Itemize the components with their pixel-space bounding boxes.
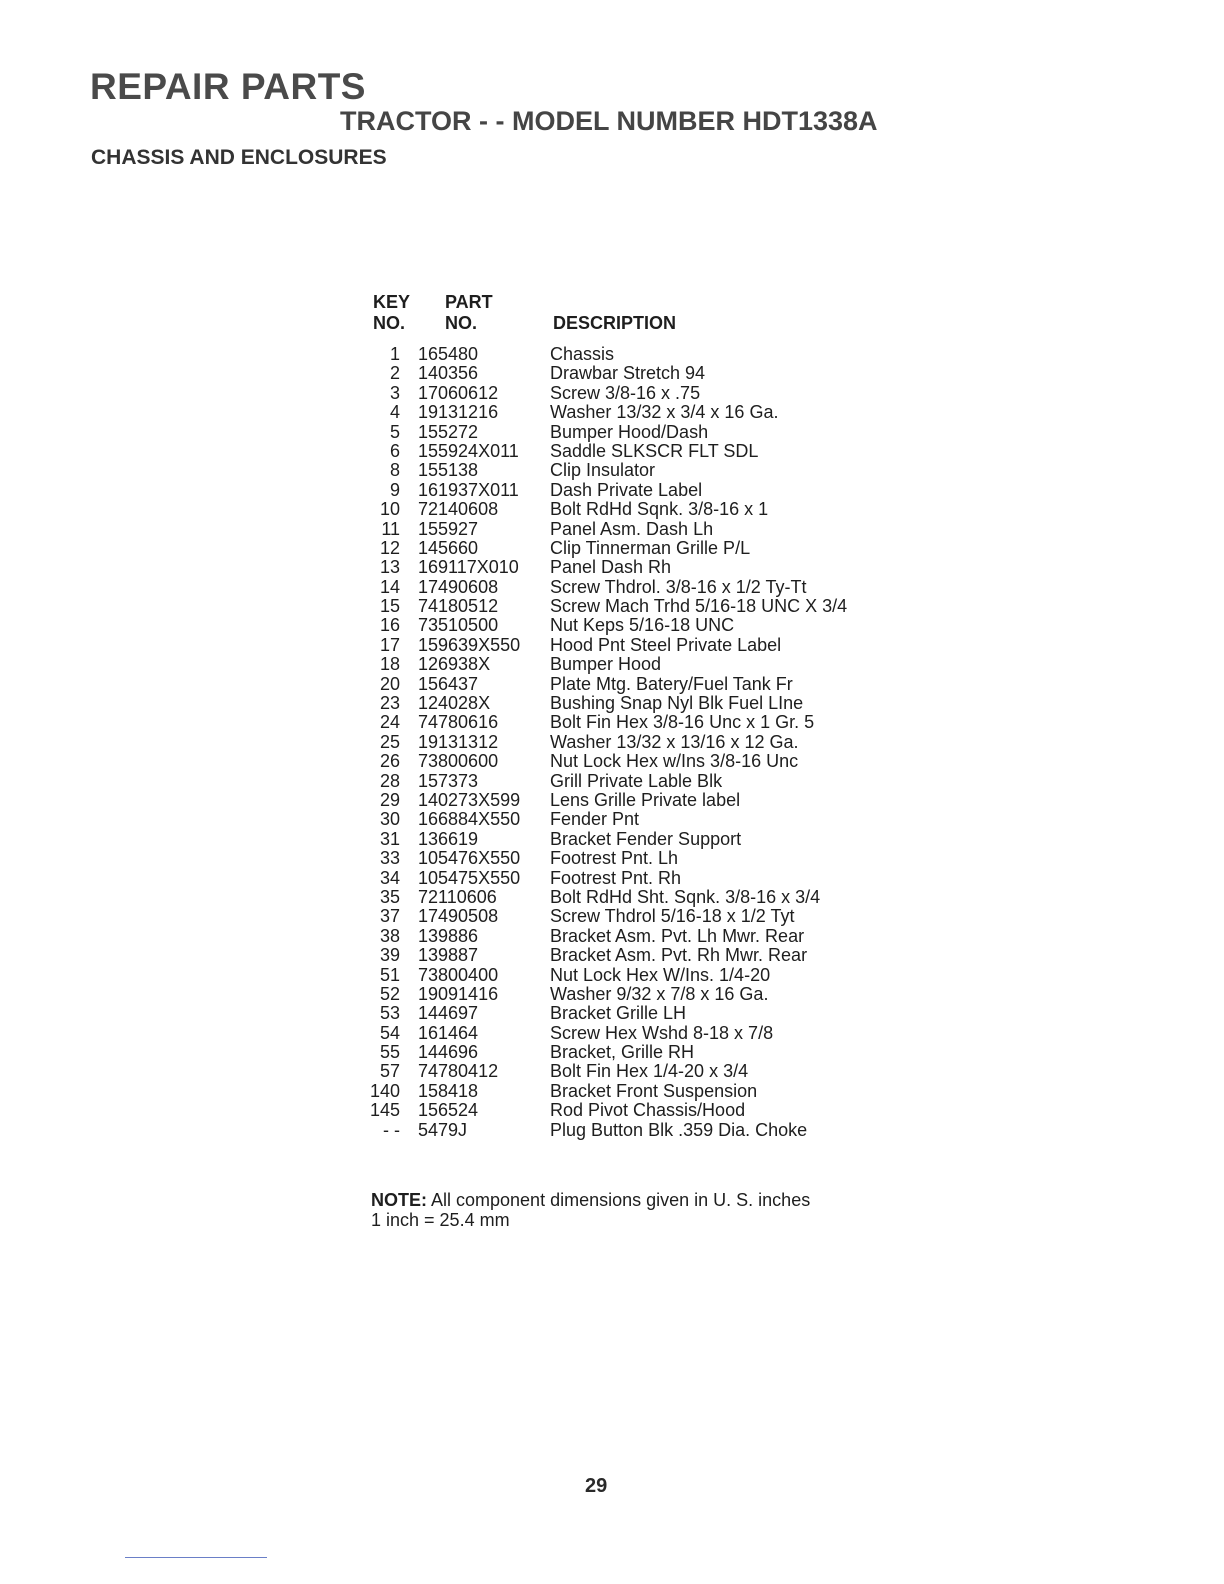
description-header: DESCRIPTION: [553, 313, 677, 333]
key-cell: 140: [369, 1080, 400, 1101]
table-row: [360, 694, 920, 713]
key-cell: 24: [379, 712, 400, 733]
table-row: [360, 655, 920, 674]
key-cell: 55: [379, 1042, 400, 1063]
part-number-cell: 73800600: [418, 751, 499, 772]
table-row: [360, 520, 920, 539]
description-cell: Bumper Hood: [550, 654, 662, 675]
table-row: [360, 384, 920, 403]
table-row: [360, 539, 920, 558]
parts-table: [360, 345, 920, 1140]
note-text: All component dimensions given in U. S. inches: [427, 1190, 811, 1210]
part-number-cell: 155272: [418, 421, 479, 442]
key-cell: 52: [379, 983, 400, 1004]
part-number-cell: 169117X010: [418, 557, 519, 578]
table-row: [360, 403, 920, 422]
part-number-cell: 159639X550: [418, 634, 521, 655]
note-label: NOTE:: [371, 1190, 427, 1210]
description-cell: Screw Mach Trhd 5/16-18 UNC X 3/4: [550, 596, 848, 617]
part-number-cell: 17490608: [418, 576, 499, 597]
table-row: [360, 1024, 920, 1043]
description-cell: Nut Lock Hex W/Ins. 1/4-20: [550, 964, 771, 985]
key-cell: 4: [389, 402, 400, 423]
description-cell: Nut Lock Hex w/Ins 3/8-16 Unc: [550, 751, 799, 772]
description-cell: Saddle SLKSCR FLT SDL: [550, 440, 759, 461]
key-cell: 11: [381, 518, 400, 539]
table-row: [360, 713, 920, 732]
key-cell: 31: [379, 828, 400, 849]
description-cell: Screw 3/8-16 x .75: [550, 382, 701, 403]
key-cell: 54: [379, 1022, 400, 1043]
description-cell: Plate Mtg. Batery/Fuel Tank Fr: [550, 673, 793, 694]
key-cell: 1: [389, 344, 400, 364]
table-row: [360, 966, 920, 985]
part-number-cell: 74780616: [418, 712, 499, 733]
table-row: [360, 1082, 920, 1101]
table-row: [360, 481, 920, 500]
section-heading: CHASSIS AND ENCLOSURES: [91, 146, 387, 169]
key-cell: 10: [379, 499, 400, 520]
key-cell: 25: [379, 731, 400, 752]
key-cell: 9: [389, 479, 400, 500]
key-cell: 13: [379, 557, 400, 578]
table-row: [360, 752, 920, 771]
part-number-cell: 74180512: [418, 596, 499, 617]
part-number-cell: 144697: [418, 1003, 479, 1024]
part-number-cell: 156524: [418, 1100, 479, 1121]
table-row: [360, 1121, 920, 1140]
description-cell: Bushing Snap Nyl Blk Fuel LIne: [550, 693, 804, 714]
part-number-cell: 144696: [418, 1042, 479, 1063]
key-cell: 15: [379, 596, 400, 617]
table-row: [360, 1062, 920, 1081]
key-cell: 29: [379, 789, 400, 810]
description-cell: Footrest Pnt. Lh: [550, 848, 679, 869]
table-row: [360, 500, 920, 519]
table-row: [360, 1004, 920, 1023]
table-row: [360, 675, 920, 694]
description-cell: Panel Dash Rh: [550, 557, 672, 578]
part-number-cell: 74780412: [418, 1061, 499, 1082]
key-cell: 28: [379, 770, 400, 791]
key-cell: 2: [389, 363, 400, 384]
key-cell: 34: [379, 867, 400, 888]
note-line: [371, 1190, 810, 1210]
description-cell: Dash Private Label: [550, 479, 703, 500]
key-cell: 30: [379, 809, 400, 830]
part-number-cell: 72140608: [418, 499, 499, 520]
description-cell: Clip Tinnerman Grille P/L: [550, 537, 751, 558]
key-cell: 33: [379, 848, 400, 869]
part-number-cell: 155924X011: [418, 440, 519, 461]
description-cell: Clip Insulator: [550, 460, 656, 481]
table-row: [360, 1101, 920, 1120]
description-cell: Bolt RdHd Sqnk. 3/8-16 x 1: [550, 499, 769, 520]
table-row: [360, 364, 920, 383]
description-cell: Screw Hex Wshd 8-18 x 7/8: [550, 1022, 774, 1043]
table-row: [360, 927, 920, 946]
key-cell: 37: [379, 906, 400, 927]
model-subtitle: TRACTOR - - MODEL NUMBER HDT1338A: [340, 106, 878, 136]
table-row: [360, 849, 920, 868]
key-header-line1: KEY: [373, 292, 411, 312]
table-row: [360, 772, 920, 791]
table-row: [360, 869, 920, 888]
part-number-cell: 105476X550: [418, 848, 521, 869]
key-cell: 12: [379, 537, 400, 558]
table-row: [360, 810, 920, 829]
table-row: [360, 616, 920, 635]
part-number-cell: 161464: [418, 1022, 479, 1043]
description-cell: Bracket Asm. Pvt. Rh Mwr. Rear: [550, 945, 808, 966]
part-number-cell: 17490508: [418, 906, 499, 927]
description-cell: Lens Grille Private label: [550, 789, 741, 810]
key-cell: 20: [379, 673, 400, 694]
key-cell: 14: [379, 576, 400, 597]
description-cell: Fender Pnt: [550, 809, 640, 830]
table-row: [360, 946, 920, 965]
part-number-cell: 73800400: [418, 964, 499, 985]
key-cell: 3: [389, 382, 400, 403]
key-header-line2: NO.: [373, 313, 406, 333]
part-number-cell: 5479J: [418, 1119, 468, 1140]
divider-line: [125, 1557, 267, 1558]
part-number-cell: 155138: [418, 460, 479, 481]
table-row: [360, 830, 920, 849]
description-cell: Washer 13/32 x 13/16 x 12 Ga.: [550, 731, 799, 752]
part-number-cell: 124028X: [418, 693, 491, 714]
part-number-cell: 139886: [418, 925, 479, 946]
table-row: [360, 461, 920, 480]
part-number-cell: 19131312: [418, 731, 499, 752]
part-number-cell: 136619: [418, 828, 479, 849]
part-number-cell: 105475X550: [418, 867, 521, 888]
part-number-cell: 140273X599: [418, 789, 521, 810]
description-cell: Bolt Fin Hex 1/4-20 x 3/4: [550, 1061, 749, 1082]
part-number-cell: 145660: [418, 537, 479, 558]
part-number-cell: 139887: [418, 945, 479, 966]
description-cell: Bracket, Grille RH: [550, 1042, 695, 1063]
table-row: [360, 1043, 920, 1062]
key-cell: 8: [389, 460, 400, 481]
description-cell: Chassis: [550, 344, 615, 364]
table-row: [360, 733, 920, 752]
description-cell: Nut Keps 5/16-18 UNC: [550, 615, 735, 636]
description-cell: Bracket Asm. Pvt. Lh Mwr. Rear: [550, 925, 805, 946]
part-number-cell: 126938X: [418, 654, 491, 675]
description-cell: Plug Button Blk .359 Dia. Choke: [550, 1119, 808, 1140]
key-cell: 39: [379, 945, 400, 966]
key-cell: 6: [389, 440, 400, 461]
table-row: [360, 791, 920, 810]
key-cell: 145: [369, 1100, 400, 1121]
description-cell: Bolt Fin Hex 3/8-16 Unc x 1 Gr. 5: [550, 712, 815, 733]
key-cell: 23: [379, 693, 400, 714]
description-cell: Panel Asm. Dash Lh: [550, 518, 714, 539]
key-cell: 35: [379, 886, 400, 907]
description-cell: Drawbar Stretch 94: [550, 363, 706, 384]
key-cell: 26: [379, 751, 400, 772]
part-number-cell: 165480: [418, 344, 479, 364]
description-cell: Bumper Hood/Dash: [550, 421, 709, 442]
note-conversion: 1 inch = 25.4 mm: [371, 1210, 510, 1230]
description-cell: Bolt RdHd Sht. Sqnk. 3/8-16 x 3/4: [550, 886, 821, 907]
key-cell: 18: [379, 654, 400, 675]
part-number-cell: 155927: [418, 518, 479, 539]
table-row: [360, 985, 920, 1004]
part-number-cell: 158418: [418, 1080, 479, 1101]
table-row: [360, 345, 920, 364]
description-cell: Bracket Fender Support: [550, 828, 742, 849]
part-header-line2: NO.: [445, 313, 478, 333]
description-cell: Footrest Pnt. Rh: [550, 867, 682, 888]
key-cell: 53: [379, 1003, 400, 1024]
key-cell: 16: [379, 615, 400, 636]
description-cell: Grill Private Lable Blk: [550, 770, 723, 791]
note: [371, 1190, 810, 1230]
description-cell: Bracket Front Suspension: [550, 1080, 758, 1101]
part-number-cell: 72110606: [418, 886, 497, 907]
key-cell: 38: [379, 925, 400, 946]
table-row: [360, 597, 920, 616]
part-number-cell: 166884X550: [418, 809, 521, 830]
table-row: [360, 558, 920, 577]
table-row: [360, 636, 920, 655]
table-row: [360, 442, 920, 461]
description-cell: Screw Thdrol 5/16-18 x 1/2 Tyt: [550, 906, 795, 927]
table-row: [360, 578, 920, 597]
description-cell: Washer 9/32 x 7/8 x 16 Ga.: [550, 983, 769, 1004]
part-number-cell: 157373: [418, 770, 479, 791]
part-number-cell: 19091416: [418, 983, 499, 1004]
key-cell: 57: [379, 1061, 400, 1082]
part-number-cell: 19131216: [418, 402, 499, 423]
description-cell: Screw Thdrol. 3/8-16 x 1/2 Ty-Tt: [550, 576, 807, 597]
description-cell: Bracket Grille LH: [550, 1003, 687, 1024]
part-number-cell: 156437: [418, 673, 479, 694]
key-cell: 5: [389, 421, 400, 442]
description-cell: Washer 13/32 x 3/4 x 16 Ga.: [550, 402, 779, 423]
table-row: [360, 423, 920, 442]
table-row: [360, 907, 920, 926]
part-number-cell: 161937X011: [418, 479, 519, 500]
key-cell: 17: [379, 634, 400, 655]
description-cell: Hood Pnt Steel Private Label: [550, 634, 782, 655]
key-cell: - -: [383, 1119, 400, 1140]
page-number: 29: [585, 1475, 608, 1497]
part-number-cell: 73510500: [418, 615, 499, 636]
key-cell: 51: [379, 964, 400, 985]
part-number-cell: 17060612: [418, 382, 499, 403]
page-title: REPAIR PARTS: [90, 66, 366, 107]
part-header-line1: PART: [445, 292, 493, 312]
part-number-cell: 140356: [418, 363, 479, 384]
table-row: [360, 888, 920, 907]
description-cell: Rod Pivot Chassis/Hood: [550, 1100, 746, 1121]
